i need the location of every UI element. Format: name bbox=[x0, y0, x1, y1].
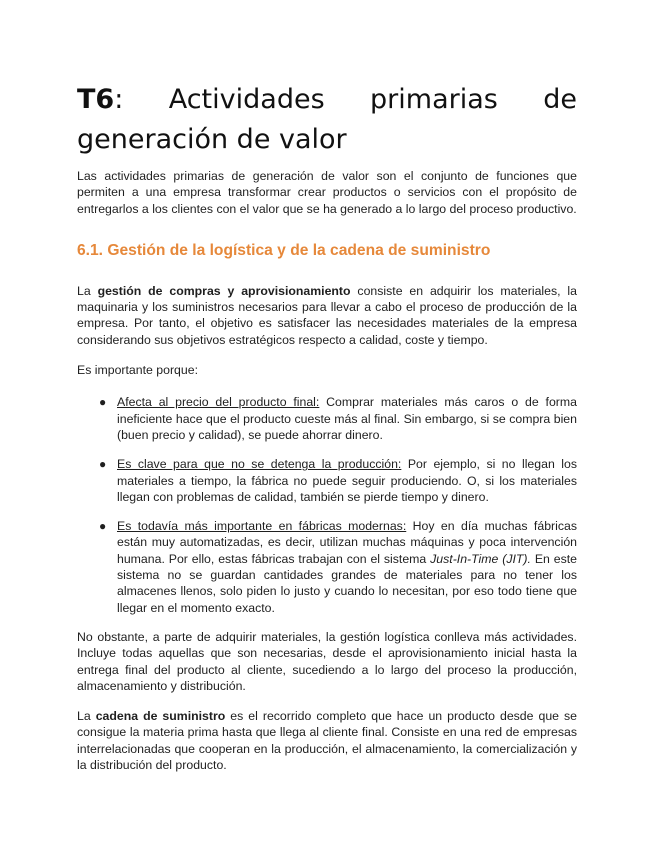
reason-title: Es todavía más importante en fábricas modernas: bbox=[117, 519, 407, 534]
purchasing-lead: La bbox=[77, 283, 98, 298]
title-text: : Actividades primarias de generación de valor bbox=[77, 84, 577, 155]
bullet-icon: ● bbox=[99, 395, 107, 410]
reason-text: Por ejemplo, si no llegan los materiales a tiempo, la fábrica no puede seguir produciendo. O, si los materiales llegan con problemas de calidad, también se pierde tiempo y dinero. bbox=[117, 457, 577, 504]
chain-lead: La bbox=[77, 709, 96, 724]
purchasing-paragraph bbox=[77, 283, 577, 348]
list-item bbox=[77, 518, 577, 616]
chain-term: cadena de suministro bbox=[95, 709, 226, 724]
important-label: Es importante porque: bbox=[77, 363, 198, 378]
chain-text: es el recorrido completo que hace un producto desde que se consigue la materia prima hasta que llega al cliente final. Consiste en una red de empresas interrelacionadas que cooperan en la producción, el almacenamiento, la comercialización y la distribución del producto. bbox=[77, 709, 577, 773]
title-code: T6 bbox=[77, 84, 115, 115]
reason-title: Es clave para que no se detenga la producción: bbox=[117, 457, 402, 472]
page-title bbox=[77, 80, 577, 160]
purchasing-text: consiste en adquirir los materiales, la maquinaria y los suministros necesarios para llevar a cabo el proceso de producción de la empresa. Por tanto, el objetivo es satisfacer las necesidades materiales de la empresa considerando sus objetivos estratégicos respecto a calidad, coste y tiempo. bbox=[77, 283, 577, 347]
reason-title: Afecta al precio del producto final: bbox=[117, 395, 320, 410]
section-heading: 6.1. Gestión de la logística y de la cadena de suministro bbox=[77, 241, 491, 259]
bullet-icon: ● bbox=[99, 519, 107, 534]
list-item bbox=[77, 456, 577, 505]
reason-text: Hoy en día muchas fábricas están muy automatizadas, es decir, utilizan muchas máquinas y poca intervención humana. Por ello, estas fábricas trabajan con el sistema bbox=[117, 519, 577, 566]
purchasing-term: gestión de compras y aprovisionamiento bbox=[97, 283, 351, 298]
supply-chain-paragraph bbox=[77, 708, 577, 773]
reason-text-cont: En este sistema no se guardan cantidades grandes de materiales para no tener los almacenes llenos, solo piden lo justo y cuando lo necesitan, por eso todo tiene que llegar en el momento exacto. bbox=[117, 551, 577, 615]
intro-paragraph: Las actividades primarias de generación de valor son el conjunto de funciones que permiten a una empresa transformar crear productos o servicios con el propósito de entregarlos a los clientes con el valor que se ha generado a lo largo del proceso productivo. bbox=[77, 169, 577, 216]
reasons-list bbox=[77, 394, 577, 616]
jit-term: Just-In-Time (JIT). bbox=[430, 551, 531, 566]
list-item bbox=[77, 394, 577, 443]
reason-text: Comprar materiales más caros o de forma ineficiente hace que el producto cueste más al final. Sin embargo, si se compra bien (buen precio y calidad), se puede ahorrar dinero. bbox=[117, 395, 577, 442]
logistics-paragraph: No obstante, a parte de adquirir materiales, la gestión logística conlleva más actividades. Incluye todas aquellas que son necesarias, desde el aprovisionamiento inicial hasta la entrega final del producto al cliente, sucediendo a lo largo del proceso la producción, almacenamiento y distribución. bbox=[77, 629, 577, 693]
bullet-icon: ● bbox=[99, 457, 107, 472]
